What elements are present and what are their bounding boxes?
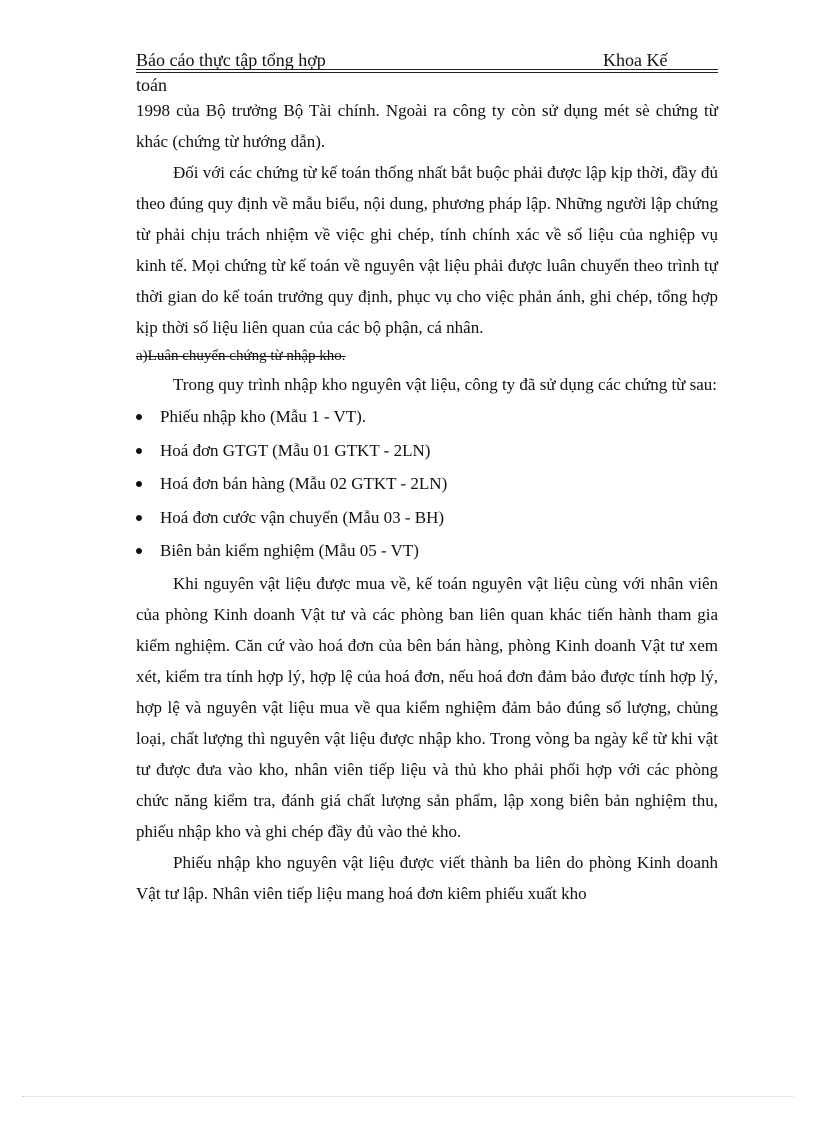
page-header [136, 50, 718, 72]
list-item-text: Hoá đơn cước vận chuyển (Mẫu 03 - BH) [160, 507, 445, 527]
paragraph-intro: 1998 của Bộ trưởng Bộ Tài chính. Ngoài ra công ty còn sử dụng mét sè chứng từ khác (chứng từ hướng dẫn). [136, 101, 718, 151]
bullet-icon [136, 481, 142, 487]
list-item [136, 534, 718, 568]
body-text [136, 95, 718, 909]
paragraph-inspection: Khi nguyên vật liệu được mua về, kế toán nguyên vật liệu cùng với nhân viên của phòng Kinh doanh Vật tư và các phòng ban liên quan khác tiến hành tham gia kiểm nghiệm. Căn cứ vào hoá đơn của bên bán hàng, phòng Kinh doanh Vật tư xem xét, kiểm tra tính hợp lý, hợp lệ của hoá đơn, nếu hoá đơn đảm bảo được tính hợp lý, hợp lệ và nguyên vật liệu mua về qua kiểm nghiệm đảm bảo đúng số lượng, chủng loại, chất lượng thì nguyên vật liệu được nhập kho. Trong vòng ba ngày kể từ khi vật tư được đưa vào kho, nhân viên tiếp liệu và thủ kho phải phối hợp với các phòng chức năng kiểm tra, đánh giá chất lượng sản phẩm, lập xong biên bản nghiệm thu, phiếu nhập kho và ghi chép đầy đủ vào thẻ kho. [136, 573, 718, 841]
paragraph-voucher-rules: Đối với các chứng từ kế toán thống nhất bắt buộc phải được lập kịp thời, đầy đủ theo đúng quy định về mẫu biểu, nội dung, phương pháp lập. Những người lập chứng từ phải chịu trách nhiệm về việc ghi chép, tính chính xác về số liệu của nghiệp vụ kinh tế. Mọi chứng từ kế toán về nguyên vật liệu phải được luân chuyển theo trình tự thời gian do kế toán trưởng quy định, phục vụ cho việc phản ánh, ghi chép, tổng hợp kịp thời số liệu liên quan của các bộ phận, cá nhân. [136, 163, 718, 337]
header-rule [136, 69, 718, 70]
list-item-text: Phiếu nhập kho (Mẫu 1 - VT). [160, 407, 367, 426]
bullet-icon [136, 548, 142, 554]
header-report-title: Báo cáo thực tập tổng hợp [136, 50, 326, 70]
list-item-text: Hoá đơn bán hàng (Mẫu 02 GTKT - 2LN) [160, 474, 448, 493]
header-rule-double [136, 72, 718, 73]
header-continuation: toán [136, 75, 167, 95]
bullet-icon [136, 448, 142, 454]
section-heading: a)Luân chuyển chứng từ nhập kho. [136, 348, 346, 364]
voucher-list [136, 400, 718, 568]
list-item [136, 467, 718, 501]
list-item-text: Hoá đơn GTGT (Mẫu 01 GTKT - 2LN) [160, 440, 431, 460]
header-department: Khoa Kế [603, 50, 668, 70]
bullet-icon [136, 515, 142, 521]
list-item [136, 501, 718, 535]
paragraph-receipt-voucher: Phiếu nhập kho nguyên vật liệu được viết thành ba liên do phòng Kinh doanh Vật tư lập. Nhân viên tiếp liệu mang hoá đơn kiêm phiếu xuất kho [136, 852, 718, 903]
bullet-icon [136, 414, 142, 420]
list-item [136, 434, 718, 468]
paragraph-receipt-process: Trong quy trình nhập kho nguyên vật liệu, công ty đã sử dụng các chứng từ sau: [173, 375, 718, 394]
page-footer-rule [22, 1096, 794, 1097]
list-item [136, 400, 718, 434]
list-item-text: Biên bản kiểm nghiệm (Mẫu 05 - VT) [160, 541, 419, 560]
